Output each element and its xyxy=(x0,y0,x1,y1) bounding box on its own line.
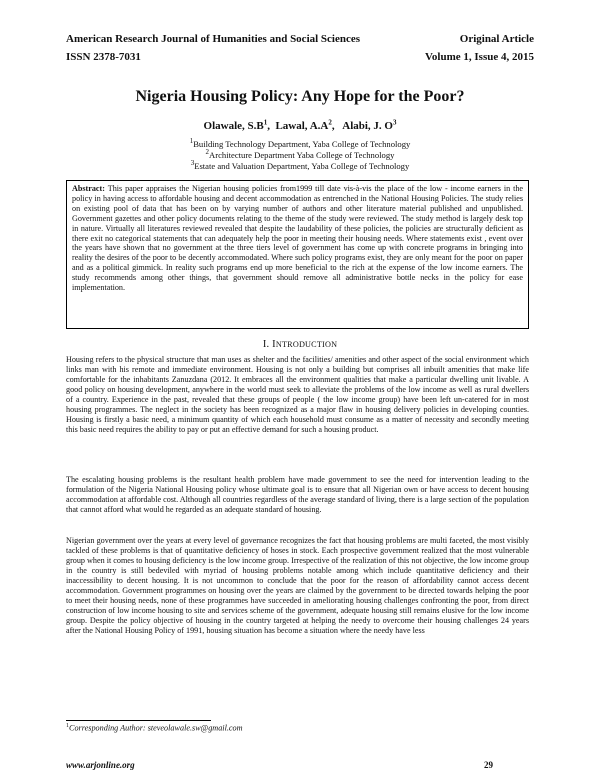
abstract-text: This paper appraises the Nigerian housing policies from1999 till date vis-à-vis the place of the low - income earners in the policy in having access to affordable housing and decent accommodation as entrenched in the National Housing Policies. The study relies on existing pool of data that has been on by varying number of authors and other literature material published and unpublished. Government gazettes and other policy documents relating to the theme of the study were reviewed. The study method is largely desk top in nature. Virtually all literatures reviewed revealed that despite the laudability of these policies, the policies are structurally deficient as there exit no categorical statements that can adequately help the poor in meeting their housing needs. Where statements exist , event over the years have shown that no government at the three tiers level of government has come up with concrete programs in bringing into reality the desires of the poor to be decently accommodated. Where such policy programs exist, they are only meant for the poor on paper and as a political gimmick. In reality such programs end up more beneficial to the rich at the expense of the low income earners. The study recommends among other things, that government should remove all administrative bottle necks in the policy for ease implementation. xyxy=(72,184,523,293)
journal-header-row-1 xyxy=(66,33,534,46)
author: Olawale, $S.B^1$, xyxy=(203,118,273,132)
affiliation: $^1$Building Technology Department, Yaba College of Technology xyxy=(189,137,411,149)
abstract-label: Abstract: xyxy=(72,184,105,193)
section-heading: I. INTRODUCTION xyxy=(262,339,338,350)
affiliation: $^2$Architecture Department Yaba College of Technology xyxy=(205,148,395,160)
footer-url[interactable]: www.arjonline.org xyxy=(66,760,135,770)
article-type: Original Article xyxy=(459,33,534,45)
author-list xyxy=(0,118,600,132)
author: Lawal, $A.A^2$, xyxy=(275,118,341,132)
paragraph: Nigerian government over the years at every level of governance recognizes the fact that housing problems are multi faceted, the most visibly tackled of these problems is that of quantitative deficiency of hoses in stock. Each prospective government realized that the most vulnerable group when it comes to housing deficiency is the low income group. Irrespective of the realization of this not objective, the low income group in the country is still bedeviled with myriad of housing problems notable among which include quantitative deficiency and their inaccessibility to decent housing. It is not uncommon to conclude that the poor for the reason of affordability cannot access decent accommodation. Government programmes on housing over the years are claimed by the government to be directed towards helping the poor to meet their housing needs, none of these programmes have succeeded in ameliorating housing challenges confronting the poor, from direct construction of low income housing to site and services scheme of the government, adequate housing still remains elusive for the low income group. Despite the policy objective of housing in the country targeted at helping the needy to overcome their housing challenges 24 years after the National Housing Policy of 1991, housing situation has become a situation where the needy have less xyxy=(66,536,529,636)
page-number: 29 xyxy=(484,760,493,770)
journal-name: American Research Journal of Humanities and Social Sciences xyxy=(66,33,361,45)
journal-header-row-2 xyxy=(66,51,534,64)
issn: ISSN 2378-7031 xyxy=(66,51,141,63)
affiliation: $^3$Estate and Valuation Department, Yaba College of Technology xyxy=(190,159,410,171)
volume-issue: Volume 1, Issue 4, 2015 xyxy=(425,51,534,63)
author: Alabi, J. $O^3$ xyxy=(342,118,397,132)
paragraph: The escalating housing problems is the resultant health problem have made government to see the need for intervention leading to the formulation of the Nigeria National Housing policy whose ultimate goal is to ensure that all Nigerian own or have access to decent housing accommodation at affordable cost. Although all countries regardless of the average standard of living, there is a large section of the population that cannot afford what would he regarded as an adequate standard of housing. xyxy=(66,475,529,515)
paper-title: Nigeria Housing Policy: Any Hope for the Poor? xyxy=(135,88,465,105)
footnote-rule xyxy=(66,720,211,721)
abstract-box xyxy=(66,180,529,329)
footnote: $^1$Corresponding Author: steveolawale.sw@gmail.com xyxy=(66,723,243,733)
paragraph: Housing refers to the physical structure that man uses as shelter and the facilities/ amenities and other aspect of the social environment which links man with his remote and immediate environment. Housing is not only a building but comprises all inbuilt amenities that make life comfortable for the inhabitants Zanuzdana (2012. It embraces all the environment qualities that make a particular dwelling unit livable. A good policy on housing development, anywhere in the world must seek to alleviate the problems of the low income as well as rural dwellers of a country. Experience in the past, revealed that these groups of people ( the low income group) have been left un-catered for in most housing programmes. The neglect in the society has been recognized as a major flaw in housing delivery policies in developing counties. Housing is firstly a basic need, a minimum quantity of which each household must consume as a matter of necessity and secondly meeting this basic need requires the ability to pay or put an effective demand for such a housing product. xyxy=(66,355,529,435)
